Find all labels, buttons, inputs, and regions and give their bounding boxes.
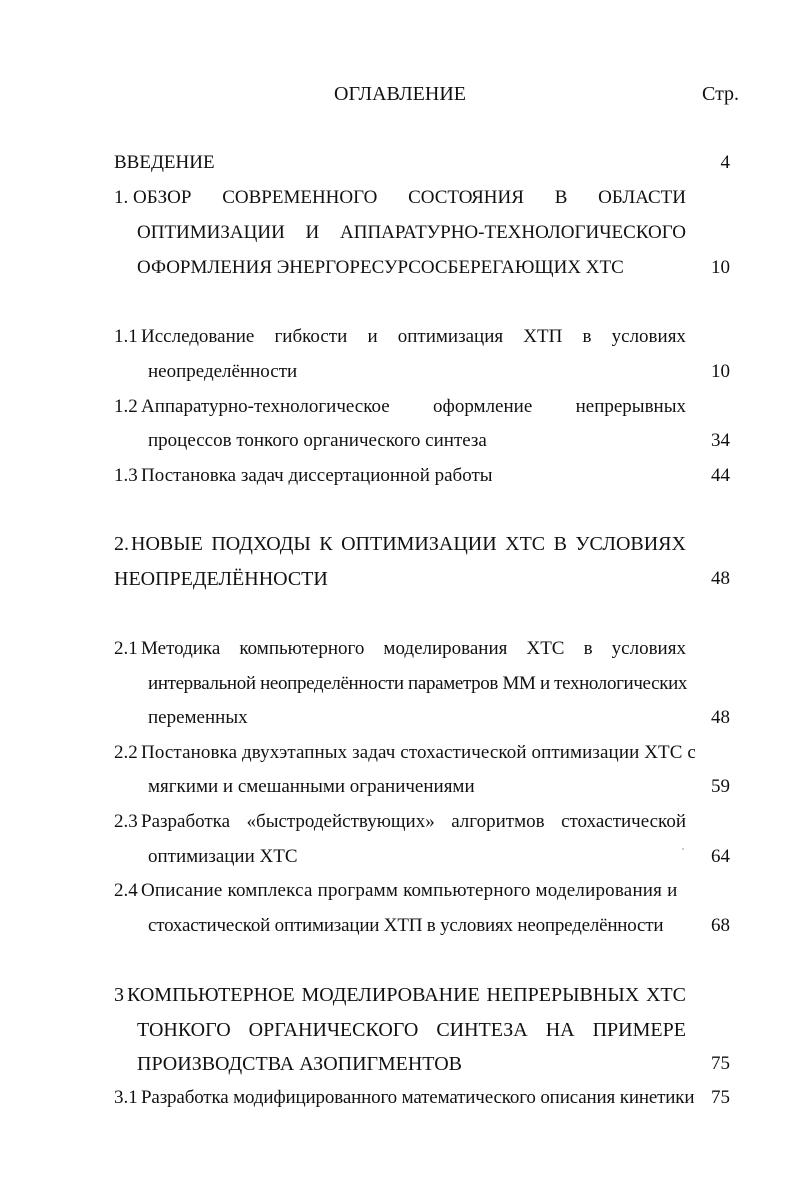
- toc-entry-3-1-line1[interactable]: Разработка модифицированного математического описания кинетики: [141, 1087, 695, 1108]
- toc-entry-2-2-page: 59: [711, 776, 730, 797]
- toc-entry-1-1-line2[interactable]: неопределённости: [148, 361, 298, 382]
- toc-entry-1-2-page: 34: [711, 430, 730, 451]
- toc-entry-2-2-line1[interactable]: Постановка двухэтапных задач стохастической оптимизации ХТС с: [141, 742, 696, 763]
- toc-entry-1-1-page: 10: [711, 361, 730, 382]
- toc-entry-2-line2[interactable]: НЕОПРЕДЕЛЁННОСТИ: [114, 568, 328, 590]
- toc-entry-1-3-line1[interactable]: Постановка задач диссертационной работы: [141, 465, 493, 486]
- toc-entry-2-page: 48: [711, 568, 730, 589]
- toc-entry-3-number: 3: [114, 984, 124, 1006]
- toc-entry-intro-page: 4: [720, 152, 730, 173]
- toc-entry-2-4-number: 2.4: [114, 880, 138, 901]
- toc-entry-2-2-line2[interactable]: мягкими и смешанными ограничениями: [148, 776, 475, 797]
- toc-entry-1-1-number: 1.1: [114, 326, 138, 347]
- page-column-label: Стр.: [702, 83, 740, 105]
- toc-entry-3-line1[interactable]: КОМПЬЮТЕРНОЕ МОДЕЛИРОВАНИЕ НЕПРЕРЫВНЫХ ХТС: [127, 984, 686, 1006]
- scan-speck: [682, 848, 684, 850]
- toc-entry-2-1-line2[interactable]: интервальной неопределённости параметров ММ и технологических: [148, 673, 688, 694]
- toc-entry-2-3-line2[interactable]: оптимизации ХТС: [148, 846, 298, 867]
- toc-title: ОГЛАВЛЕНИЕ: [334, 83, 466, 105]
- toc-entry-3-1-number: 3.1: [114, 1087, 138, 1108]
- toc-entry-2-3-page: 64: [711, 846, 730, 867]
- toc-entry-2-4-line2[interactable]: стохастической оптимизации ХТП в условиях неопределённости: [148, 915, 664, 936]
- toc-entry-3-line2[interactable]: ТОНКОГО ОРГАНИЧЕСКОГО СИНТЕЗА НА ПРИМЕРЕ: [137, 1019, 686, 1041]
- toc-entry-3-line3[interactable]: ПРОИЗВОДСТВА АЗОПИГМЕНТОВ: [137, 1053, 462, 1075]
- toc-entry-1-3-number: 1.3: [114, 465, 138, 486]
- toc-entry-intro-title[interactable]: ВВЕДЕНИЕ: [114, 152, 215, 173]
- toc-entry-1-2-line1[interactable]: Аппаратурно-технологическое оформление непрерывных: [141, 396, 686, 417]
- toc-entry-1-number: 1.: [114, 187, 129, 208]
- toc-entry-2-1-line1[interactable]: Методика компьютерного моделирования ХТС в условиях: [141, 638, 686, 659]
- toc-entry-3-1-page: 75: [711, 1087, 730, 1108]
- toc-entry-2-2-number: 2.2: [114, 742, 138, 763]
- toc-entry-2-1-page: 48: [711, 707, 730, 728]
- toc-entry-2-1-number: 2.1: [114, 638, 138, 659]
- toc-entry-2-1-line3[interactable]: переменных: [148, 707, 248, 728]
- toc-entry-2-3-line1[interactable]: Разработка «быстродействующих» алгоритмов стохастической: [141, 811, 686, 832]
- toc-entry-2-4-line1[interactable]: Описание комплекса программ компьютерного моделирования и: [141, 880, 678, 901]
- toc-entry-1-2-number: 1.2: [114, 396, 138, 417]
- toc-entry-1-2-line2[interactable]: процессов тонкого органического синтеза: [148, 430, 487, 451]
- toc-entry-1-line1[interactable]: ОБЗОР СОВРЕМЕННОГО СОСТОЯНИЯ В ОБЛАСТИ: [133, 187, 686, 208]
- toc-entry-2-number: 2.: [114, 533, 129, 555]
- toc-entry-2-line1[interactable]: НОВЫЕ ПОДХОДЫ К ОПТИМИЗАЦИИ ХТС В УСЛОВИЯХ: [131, 533, 686, 555]
- toc-entry-1-line3[interactable]: ОФОРМЛЕНИЯ ЭНЕРГОРЕСУРСОСБЕРЕГАЮЩИХ ХТС: [137, 257, 624, 278]
- toc-entry-1-page: 10: [711, 257, 730, 278]
- toc-entry-1-1-line1[interactable]: Исследование гибкости и оптимизация ХТП в условиях: [141, 326, 686, 347]
- toc-entry-2-4-page: 68: [711, 915, 730, 936]
- toc-entry-1-line2[interactable]: ОПТИМИЗАЦИИ И АППАРАТУРНО-ТЕХНОЛОГИЧЕСКОГО: [137, 222, 686, 243]
- toc-entry-2-3-number: 2.3: [114, 811, 138, 832]
- toc-entry-1-3-page: 44: [711, 465, 730, 486]
- toc-entry-3-page: 75: [711, 1053, 730, 1074]
